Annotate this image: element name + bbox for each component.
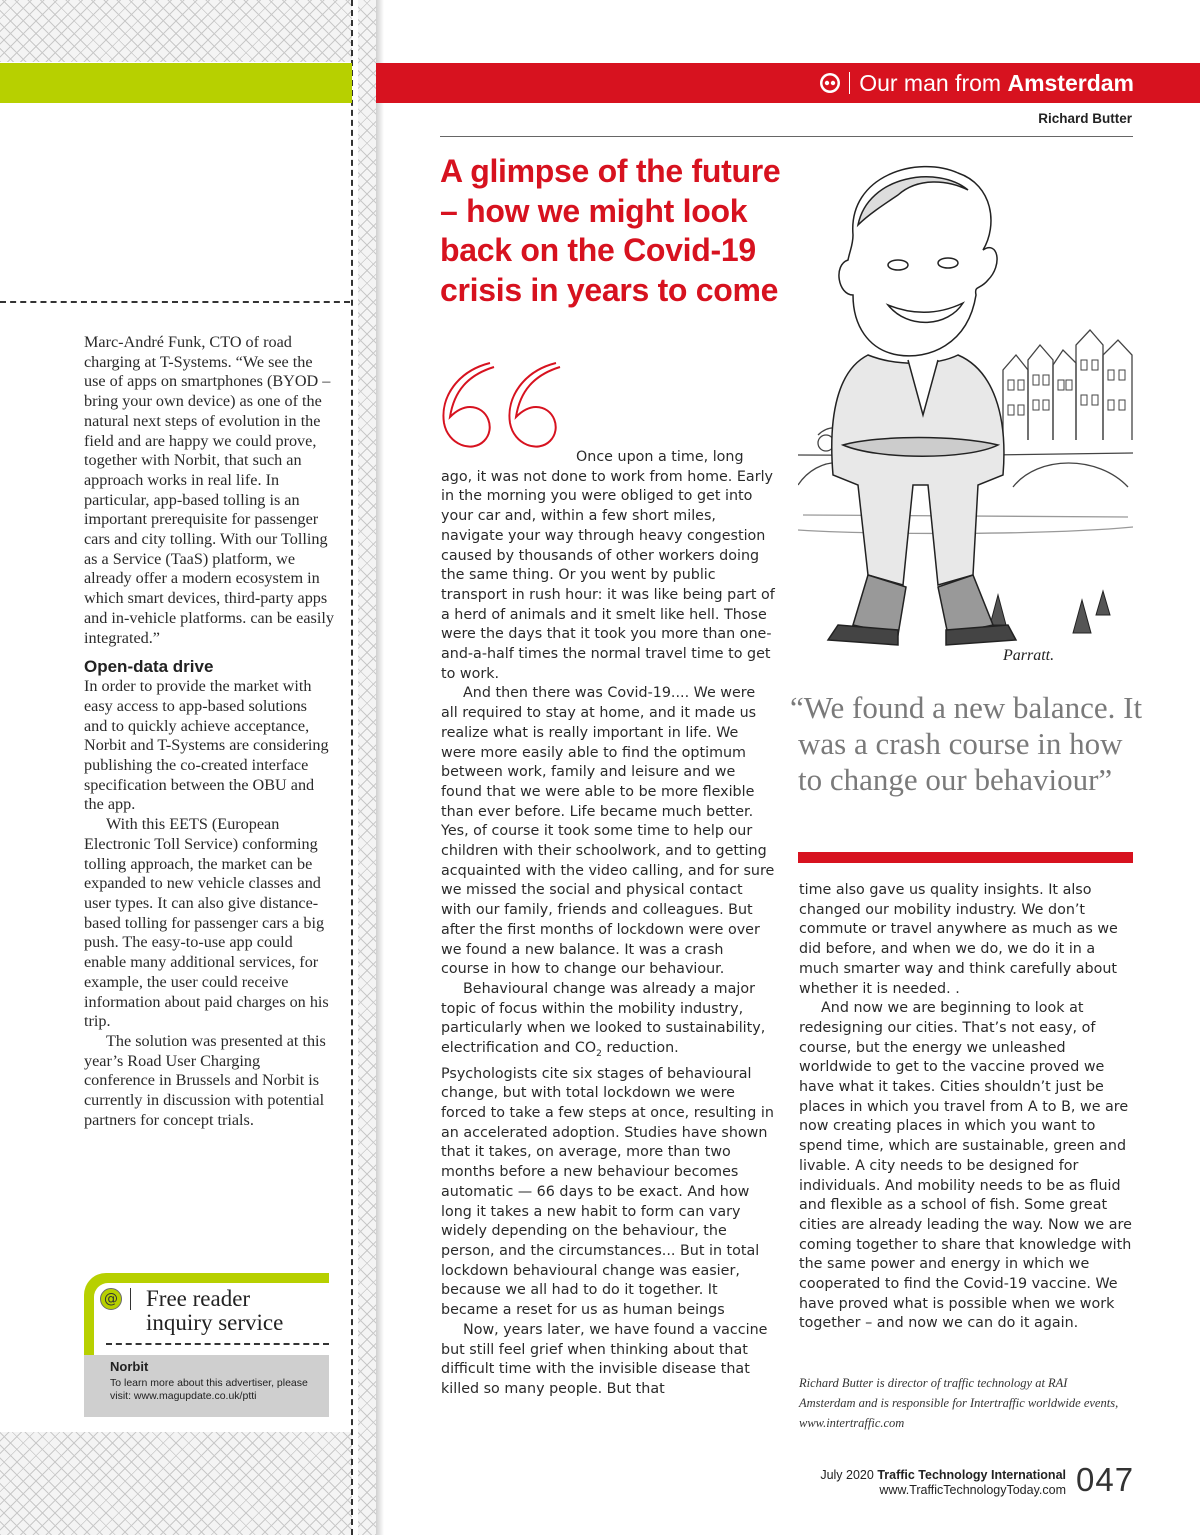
footer-url[interactable]: www.TrafficTechnologyToday.com <box>879 1483 1066 1497</box>
sidebar-article <box>84 333 334 1130</box>
caricature-illustration <box>798 155 1133 680</box>
col1-paragraph-1: Once upon a time, long ago, it was not done to work from home. Early in the morning you were obliged to get into your car and, within a few short miles, navigate your way through heavy congestion caused by thousands of other workers doing the same thing. Or you went by public transport in rush hour: it was like being part of a herd of animals and it smelt like hell. Those were the days that it took you more than one-and-a-half times the normal travel time to get to work. <box>441 449 775 682</box>
at-icon: @ <box>100 1288 122 1310</box>
author-bio: Richard Butter is director of traffic technology at RAI Amsterdam and is responsible for Intertraffic worldwide events, www.intertraffic.com <box>799 1376 1119 1430</box>
illustrator-signature: Parratt. <box>1003 647 1055 664</box>
col2-paragraph-2: And now we are beginning to look at redesigning our cities. That’s not easy, of course, but the energy we unleashed worldwide to get to the vaccine proved we have what it takes. Cities shouldn’t just be places in which you travel from A to B, we are now creating places in which you want to spend time, which are sustainable, green and livable. A city needs to be designed for individuals. And mobility needs to be as fluid and flexible as a school of fish. Some great cities are already leading the way. Now we are coming together to share that knowledge with the same power and energy in which we cooperated to find the Covid-19 vaccine. We have proved what is possible when we work together – and now we can do it again. <box>799 1000 1132 1332</box>
pull-quote-red-bar <box>798 852 1133 863</box>
author-rule <box>440 136 1133 137</box>
sidebar-dashed-divider <box>0 301 350 303</box>
inquiry-title <box>146 1287 283 1335</box>
lime-band <box>0 63 352 103</box>
col1-paragraph-3a: Behavioural change was already a major topic of focus within the mobility industry, particularly when we looked to sustainability, electrification and CO <box>441 980 766 1057</box>
left-hatch-panel <box>358 0 376 1535</box>
speech-bubble-icon <box>819 72 841 94</box>
col2-paragraph-1: time also gave us quality insights. It also changed our mobility industry. We don’t commute or travel anywhere as much as we did before, and when we do, we do it in a much smarter way and think carefully about whether it is needed. . <box>799 882 1118 997</box>
top-hatch-corner <box>0 0 352 62</box>
footer-magazine: Traffic Technology International <box>877 1468 1066 1482</box>
page-number: 047 <box>1076 1461 1135 1498</box>
inquiry-dashed-rule <box>106 1343 329 1345</box>
col1-paragraph-4: Now, years later, we have found a vaccine but still feel grief when thinking about that difficult time with the invisible disease that killed so many people. But that <box>441 1321 768 1397</box>
vertical-cut-line <box>351 0 353 1535</box>
sidebar-paragraph: With this EETS (European Electronic Toll Service) conforming tolling approach, the market can be expanded to new vehicle classes and user types. It can also give distance-based tolling for passenger cars a big push. The easy-to-use app could enable many additional services, for example, the user could receive information about paid charges on his trip. <box>84 815 329 1031</box>
footer-text <box>820 1468 1066 1498</box>
inquiry-title-line1: Free reader <box>146 1286 251 1311</box>
gutter-shadow <box>376 0 384 1535</box>
inquiry-divider <box>130 1288 131 1310</box>
col1-paragraph-3 <box>441 980 775 1321</box>
column-2 <box>799 881 1135 1334</box>
col1-paragraph-3b: reduction. Psychologists cite six stages of behavioural change, but with total lockdown we were forced to take a few steps at once, resulting in an accelerated adoption. Studies have shown that it takes, on average, more than two months before a new behaviour becomes automatic — 66 days to be exact. And how long it takes a new habit to form can vary widely depending on the behaviour, the person, and the circumstances... But in total lockdown behavioural change was easier, because we all had to do it together. It became a reset for us as human beings <box>441 1040 774 1319</box>
col1-paragraph-2: And then there was Covid-19.... We were all required to stay at home, and it made us realize what is really important in life. We were more easily able to find the optimum between work, family and leisure and we found that we were able to be more flexible than ever before. Life became much better. Yes, of course it took some time to help our children with their schoolwork, and to getting acquainted with the video calling, and for sure we missed the social and physical contact with our family, friends and colleagues. But after the first months of lockdown were over we found a new balance. It was a crash course in how to change our behaviour. <box>441 685 775 978</box>
sidebar-paragraph: Marc-André Funk, CTO of road charging at T-Systems. “We see the use of apps on smartphones (BYOD – bring your own device) as one of the natural next steps of evolution in the field and are happy we could prove, together with Norbit, that such an approach works in real life. In particular, app-based tolling is an important prerequisite for passenger cars and city tolling. With our Tolling as a Service (TaaS) platform, we already offer a modern ecosystem in which smart devices, third-party apps and in-vehicle platforms. can be easily integrated.” <box>84 333 334 647</box>
sidebar-paragraph: In order to provide the market with easy access to app-based solutions and to quickly achieve acceptance, Norbit and T-Systems are considering publishing the co-created interface specification between the OBU and the app. <box>84 677 329 814</box>
inquiry-company: Norbit <box>110 1359 149 1374</box>
header-prefix: Our man from <box>859 69 1002 96</box>
section-header <box>819 63 1134 103</box>
sidebar-subhead: Open-data drive <box>84 657 214 677</box>
pull-quote: “We found a new balance. It was a crash course in how to change our behaviour” <box>790 690 1143 797</box>
co2-subscript: 2 <box>596 1048 602 1059</box>
column-1 <box>441 448 775 1400</box>
inquiry-title-line2: inquiry service <box>146 1310 284 1335</box>
sidebar-paragraph: The solution was presented at this year’s Road User Charging conference in Brussels and Norbit is currently in discussion with potential partners for concept trials. <box>84 1031 326 1129</box>
footer-issue: July 2020 <box>820 1468 874 1482</box>
author-line: Richard Butter <box>1038 111 1132 126</box>
reader-inquiry-box <box>84 1273 329 1418</box>
inquiry-text: To learn more about this advertiser, please visit: www.magupdate.co.uk/ptti <box>110 1377 308 1402</box>
header-divider <box>849 72 850 94</box>
opening-quote-mark <box>438 357 578 457</box>
headline: A glimpse of the future – how we might look back on the Covid-19 crisis in years to come <box>440 153 781 308</box>
bottom-hatch-corner <box>0 1432 352 1535</box>
header-place: Amsterdam <box>1007 69 1134 96</box>
